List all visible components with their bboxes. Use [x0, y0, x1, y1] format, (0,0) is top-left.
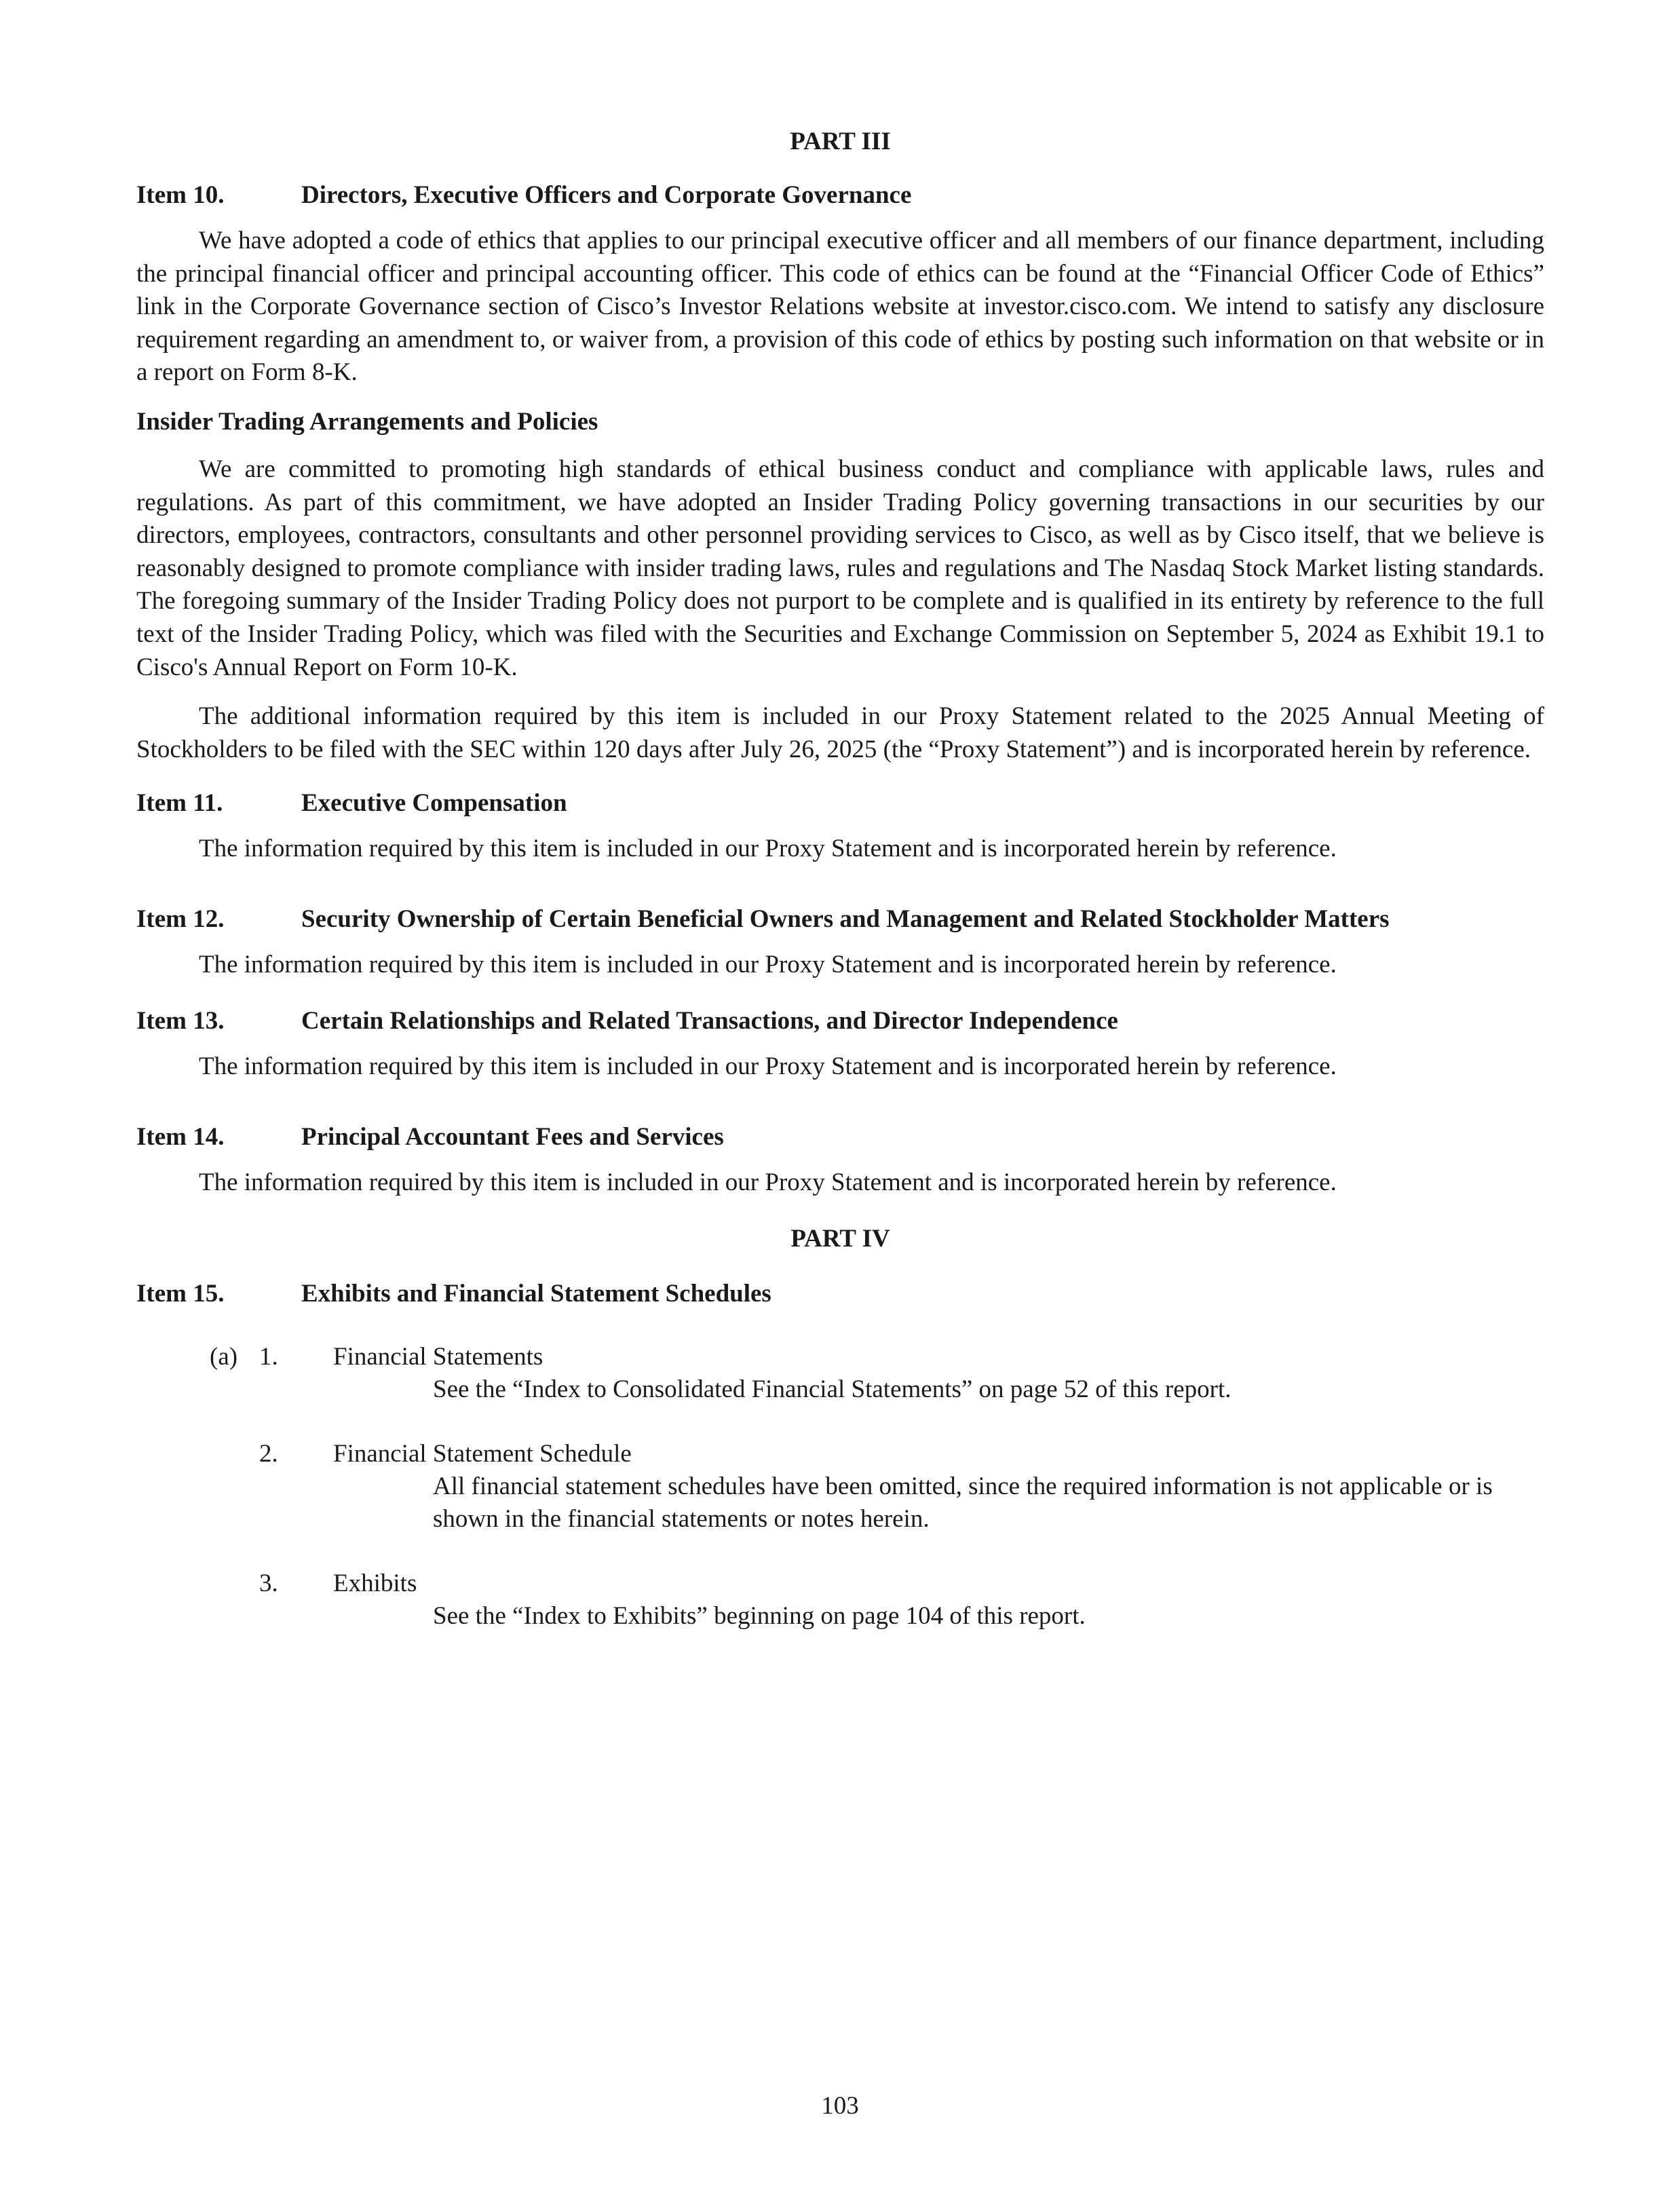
- entry-label: Financial Statements: [333, 1343, 543, 1371]
- item-14-heading: [136, 1121, 1544, 1154]
- item-11-number: Item 11.: [136, 789, 223, 818]
- item-12-heading: [136, 903, 1544, 936]
- item-14-text: The information required by this item is included in our Proxy Statement and is incorporated herein by reference.: [199, 1168, 1337, 1197]
- exhibit-entry-1: [136, 1341, 1544, 1373]
- entry-label: Financial Statement Schedule: [333, 1440, 632, 1468]
- entry-number: 2.: [259, 1440, 278, 1468]
- entry-description: See the “Index to Consolidated Financial Statements” on page 52 of this report.: [433, 1375, 1232, 1404]
- item-15-number: Item 15.: [136, 1280, 225, 1308]
- item-11-heading: [136, 787, 1544, 820]
- additional-information-paragraph: The additional information required by this item is included in our Proxy Statement related to the 2025 Annual Meeting of Stockholders to be filed with the SEC within 120 days after July 26, 2025 (the “Proxy Statement”) and is incorporated herein by reference.: [136, 702, 1544, 763]
- insider-trading-heading: Insider Trading Arrangements and Policies: [136, 407, 598, 436]
- item-11-title: Executive Compensation: [301, 789, 567, 818]
- part-iv-title: PART IV: [790, 1225, 890, 1253]
- entry-description: All financial statement schedules have been omitted, since the required information is not applicable or is shown in the financial statements or notes herein.: [433, 1472, 1493, 1534]
- item-15-heading: [136, 1278, 1544, 1310]
- entry-label: Exhibits: [333, 1569, 417, 1598]
- entry-number: 3.: [259, 1569, 278, 1598]
- part-iii-title: PART III: [790, 128, 891, 155]
- item-11-text: The information required by this item is included in our Proxy Statement and is incorporated herein by reference.: [199, 835, 1337, 863]
- item-13-text: The information required by this item is included in our Proxy Statement and is incorporated herein by reference.: [199, 1052, 1337, 1081]
- item-14-number: Item 14.: [136, 1123, 225, 1151]
- item-14-title: Principal Accountant Fees and Services: [301, 1123, 724, 1151]
- item-12-title: Security Ownership of Certain Beneficial Owners and Management and Related Stockholder Matters: [301, 905, 1390, 934]
- item-12-text: The information required by this item is included in our Proxy Statement and is incorporated herein by reference.: [199, 951, 1337, 979]
- document-page: [136, 126, 1544, 1633]
- item-10-title: Directors, Executive Officers and Corporate Governance: [301, 181, 912, 209]
- item-12-number: Item 12.: [136, 905, 225, 934]
- list-marker-a: (a): [210, 1343, 238, 1371]
- item-13-number: Item 13.: [136, 1007, 225, 1035]
- exhibit-entry-3: [136, 1567, 1544, 1600]
- item-10-heading: [136, 179, 1544, 212]
- exhibit-entry-2: [136, 1438, 1544, 1470]
- item-15-title: Exhibits and Financial Statement Schedules: [301, 1280, 771, 1308]
- entry-description: See the “Index to Exhibits” beginning on page 104 of this report.: [433, 1602, 1086, 1631]
- insider-trading-paragraph: We are committed to promoting high standards of ethical business conduct and compliance with applicable laws, rules and regulations. As part of this commitment, we have adopted an Insider Trading Policy governing transactions in our securities by our directors, employees, contractors, consultants and other personnel providing services to Cisco, as well as by Cisco itself, that we believe is reasonably designed to promote compliance with insider trading laws, rules and regulations and The Nasdaq Stock Market listing standards. The foregoing summary of the Insider Trading Policy does not purport to be complete and is qualified in its entirety by reference to the full text of the Insider Trading Policy, which was filed with the Securities and Exchange Commission on September 5, 2024 as Exhibit 19.1 to Cisco's Annual Report on Form 10-K.: [136, 455, 1544, 681]
- page-number: 103: [821, 2092, 859, 2120]
- item-13-heading: [136, 1005, 1544, 1038]
- code-of-ethics-paragraph: We have adopted a code of ethics that applies to our principal executive officer and all members of our finance department, including the principal financial officer and principal accounting officer. This code of ethics can be found at the “Financial Officer Code of Ethics” link in the Corporate Governance section of Cisco’s Investor Relations website at investor.cisco.com. We intend to satisfy any disclosure requirement regarding an amendment to, or waiver from, a provision of this code of ethics by posting such information on that website or in a report on Form 8-K.: [136, 227, 1544, 387]
- item-13-title: Certain Relationships and Related Transactions, and Director Independence: [301, 1007, 1118, 1035]
- entry-number: 1.: [259, 1343, 278, 1371]
- item-10-number: Item 10.: [136, 181, 225, 209]
